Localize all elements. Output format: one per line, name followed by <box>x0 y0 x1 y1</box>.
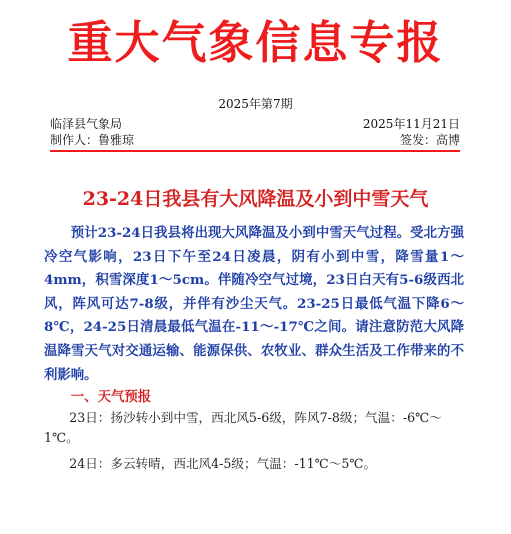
signer: 签发：高博 <box>399 133 460 147</box>
masthead-title: 重大气象信息专报 <box>67 16 444 69</box>
forecast-day-23: 23日：扬沙转小到中雪，西北风5-6级，阵风7-8级；气温：-6℃～1℃。 <box>44 410 442 446</box>
summary-paragraph: 预计23-24日我县将出现大风降温及小到中雪天气过程。受北方强冷空气影响，23日下午至24日凌晨，阴有小到中雪，降雪量1～4mm，积雪深度1～5cm。伴随冷空气过境，23日白天有5-6级西北风，阵风可达7-8级，并伴有沙尘天气。23-25日最低气温下降6～8℃，24-25日清晨最低气温在-11～-17℃之间。请注意防范大风降温降雪天气对交通运输、能源保供、农牧业、群众生活及工作带来的不利影响。 <box>44 225 464 383</box>
meta-row-org-date <box>50 116 460 132</box>
red-divider <box>50 150 460 152</box>
report-content <box>44 222 464 474</box>
author: 制作人：鲁雅琼 <box>50 133 135 147</box>
issue-date: 2025年11月21日 <box>362 117 460 131</box>
forecast-day-24: 24日：多云转晴，西北风4-5级；气温：-11℃～5℃。 <box>69 456 377 472</box>
issue-number: 2025年第7期 <box>218 97 293 111</box>
issuing-org: 临泽县气象局 <box>50 117 123 131</box>
section-title-forecast: 一、天气预报 <box>70 389 152 406</box>
headline: 23-24日我县有大风降温及小到中雪天气 <box>82 188 429 210</box>
meta-row-author-signer <box>50 132 460 148</box>
